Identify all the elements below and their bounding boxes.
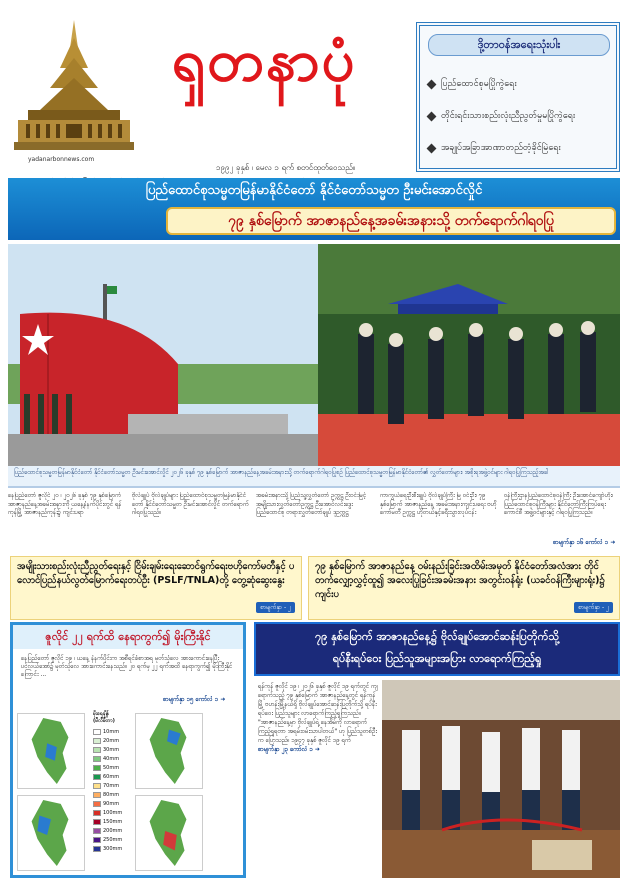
legend-label: 300mm <box>103 845 123 852</box>
diamond-bullet-icon <box>427 112 437 122</box>
legend-label: 100mm <box>103 809 123 816</box>
slogan-item <box>428 78 616 91</box>
lead-column: နေပြည်တော် ဇူလိုင် ၂၀ ၊ ၂၀၂၆ ခုနှစ် ၇၉ နှစ်မြောက် အာဇာနည်နေ့အခမ်းအနားကို ယနေ့နံနက်ပိုင်းတွင် ရန်ကုန်မြို့ အာဇာနည်ကုန်း၌ ကျင်းပရာ <box>8 492 122 516</box>
legend-label: 30mm <box>103 746 120 753</box>
slogans-box <box>416 22 620 172</box>
teaser-story[interactable] <box>10 556 302 620</box>
lead-column: ဗိုလ်ချုပ် ဗိုလ်ချုပ်များ ပြည်ထောင်စုသမ္မတမြန်မာနိုင်ငံတော် နိုင်ငံတော်သမ္မတ ဦးမင်းအောင်လှိုင် တက်ရောက်ဂါရဝပြုသည်။ <box>132 492 249 516</box>
legend-swatch <box>93 747 101 753</box>
legend-label: 90mm <box>103 800 120 807</box>
legend-item <box>93 781 131 790</box>
weather-body: နေပြည်တော် ဇူလိုင် ၁၉ ၊ ယနေ့ နံနက်ပိုင်းက အစီရင်ခံစာအရ မုတ်သုံလေ အားကောင်းနေပြီး ပင်လယ်အော်၌ မုတ်သုံလေ အားကောင်းနေသည်။ ၂၀ ရက်မှ ၂၂ ရက်အထိ နေရာကွက်၍ မိုးကြီးနိုင်ကြောင်း ... <box>21 655 233 678</box>
weather-heading: ဇူလိုင် ၂၂ ရက်ထိ နေရာကွက်၍ မိုးကြီးနိုင် <box>13 625 243 649</box>
museum-story-text: ရန်ကုန် ဇူလိုင် ၁၉ ၊ ၂၀၂၆ ခုနှစ် ဇူလိုင် ၁၉ ရက်တွင် ကျရောက်သည့် ၇၉ နှစ်မြောက် အာဇာနည်နေ့တွင် ရန်ကုန်မြို့ ဗဟန်းမြို့နယ်ရှိ ဗိုလ်ချုပ်အောင်ဆန်းပြတိုက်သို့ ရပ်နီးရပ်ဝေး ပြည်သူများ လာရောက်ကြည့်ရှုကြသည်။ "အာဇာနည်နေ့မှာ ဗိုလ်ချုပ်ရဲ့ နေအိမ်ကို လာရောက်ကြည့်ရှုရတာ အရမ်းဝမ်းသာပါတယ်" ဟု ပြည်သူတစ်ဦးက ပြောသည်။ ၁၉၄၇ ခုနှစ် ဇူလိုင် ၁၉ ရက် <box>258 683 378 744</box>
lead-body <box>8 492 620 554</box>
legend-swatch <box>93 738 101 744</box>
rainfall-map <box>17 795 85 871</box>
teaser-story[interactable] <box>308 556 620 620</box>
slogan-text: အချုပ်အခြာအာဏာတည်တံ့ခိုင်မြဲရေး <box>441 143 561 153</box>
rainfall-legend <box>93 711 131 871</box>
legend-swatch <box>93 846 101 852</box>
lead-continued[interactable]: စာမျက်နှာ ၁၆ ကော်လံ ၁ ➜ <box>553 539 616 546</box>
legend-swatch <box>93 801 101 807</box>
museum-story-subtitle: ရပ်နီးရပ်ဝေး ပြည်သူအများအပြား လာရောက်ကြည့်ရှု <box>332 652 542 665</box>
newspaper-title: ၡတနာပုံ <box>172 26 357 94</box>
rainfall-maps <box>17 709 243 875</box>
rainfall-map <box>17 713 85 789</box>
weather-story <box>10 622 246 878</box>
legend-label: 60mm <box>103 773 120 780</box>
website-url[interactable]: yadanarbonnews.com <box>28 156 95 163</box>
legend-label: 150mm <box>103 818 123 825</box>
legend-item <box>93 844 131 853</box>
legend-swatch <box>93 756 101 762</box>
legend-item <box>93 736 131 745</box>
museum-story-continued[interactable]: စာမျက်နှာ ၂၃ ကော်လံ ၁ ➜ <box>258 746 320 753</box>
legend-swatch <box>93 765 101 771</box>
legend-item <box>93 817 131 826</box>
diamond-bullet-icon <box>427 144 437 154</box>
diamond-bullet-icon <box>427 80 437 90</box>
slogan-text: ပြည်ထောင်စုမပြိုကွဲရေး <box>441 79 517 89</box>
lead-headline[interactable]: ၇၉ နှစ်မြောက် အာဇာနည်နေ့အခမ်းအနားသို့ တက်ရောက်ဂါရဝပြု <box>166 207 616 235</box>
legend-item <box>93 826 131 835</box>
rainfall-map <box>135 795 203 871</box>
ceremony-photo <box>318 244 620 466</box>
lead-column: အခမ်းအနားသို့ ပြည်သူ့လွှတ်တော် ဥက္ကဋ္ဌ ဦးဝင်းမြင့် အမျိုးသားလွှတ်တော်ဥက္ကဋ္ဌ ဦးအောင်လင်းဒွေး ပြည်ထောင်စု တရားလွှတ်တော်ချုပ် ဒုဥက္ကဋ္ဌ <box>256 492 367 516</box>
teaser-text: ၇၉ နှစ်မြောက် အာဇာနည်နေ့ ဝမ်းနည်းခြင်းအထိမ်းအမှတ် နိုင်ငံတော်အလံအား တိုင်တက်လျှော့လွှင့်ထူ၍ အလေးပြုခြင်းအခမ်းအနား အတွင်းဝန်ရုံး (ယခင်ဝန်ကြီးများရုံး)၌ ကျင်းပ <box>315 561 605 600</box>
legend-swatch <box>93 774 101 780</box>
museum-story-body <box>258 682 378 878</box>
legend-item <box>93 763 131 772</box>
page-reference[interactable]: စာမျက်နှာ - ၂ <box>256 602 295 613</box>
legend-item <box>93 799 131 808</box>
legend-label: 40mm <box>103 755 120 762</box>
museum-story-header[interactable] <box>254 622 620 676</box>
legend-title: မိုးရေချိန် (မီလီမီတာ) <box>93 711 115 724</box>
palace-logo <box>14 18 134 158</box>
slogan-text: တိုင်းရင်းသားစည်းလုံးညီညွတ်မှုမပြိုကွဲရေး <box>441 111 576 121</box>
legend-item <box>93 745 131 754</box>
museum-story <box>254 622 620 878</box>
teaser-text: အမျိုးသားစည်းလုံးညီညွတ်ရေးနှင့် ငြိမ်းချမ်းရေးဆောင်ရွက်ရေးဗဟိုကော်မတီနှင့် ပလောင်ပြည်နယ်လွတ်မြောက်ရေးတပ်ဦး (PSLF/TNLA)တို့ တွေ့ဆုံဆွေးနွေး <box>17 561 295 586</box>
legend-swatch <box>93 819 101 825</box>
lead-kicker: ပြည်ထောင်စုသမ္မတမြန်မာနိုင်ငံတော် နိုင်ငံတော်သမ္မတ ဦးမင်းအောင်လှိုင် <box>145 183 483 198</box>
weather-continued[interactable]: စာမျက်နှာ ၁၅ ကော်လံ ၁ ➜ <box>163 696 226 703</box>
legend-label: 20mm <box>103 737 120 744</box>
legend-label: 250mm <box>103 836 123 843</box>
legend-item <box>93 790 131 799</box>
legend-item <box>93 772 131 781</box>
legend-item <box>93 808 131 817</box>
slogan-item <box>428 110 616 123</box>
lead-column: ကာကွယ်ရေးဦးစီးချုပ် ဗိုလ်ချုပ်ကြီး မြ ဝင်းဦး၊ ၇၉ နှစ်မြောက် အာဇာနည်နေ့ အခမ်းအနားကျင်းပရေး ဗဟိုကော်မတီ ဥက္ကဋ္ဌ ဟိုတယ်နှင့်ခရီးသွားလုပ်ငန်း <box>380 492 497 516</box>
legend-swatch <box>93 783 101 789</box>
legend-swatch <box>93 810 101 816</box>
slogans-heading: ဒို့တာဝန်အရေးသုံးပါး <box>428 34 610 56</box>
museum-visitors-photo <box>382 680 620 878</box>
legend-label: 50mm <box>103 764 120 771</box>
photo-caption: ပြည်ထောင်စုသမ္မတမြန်မာနိုင်ငံတော် နိုင်ငံတော်သမ္မတ ဦးမင်းအောင်လှိုင် ၂၀၂၆ ခုနှစ် ၇၉ နှစ်မြောက် အာဇာနည်နေ့အခမ်းအနားသို့ တက်ရောက်ဂါရဝပြုစဉ် ပြည်ထောင်စုသမ္မတမြန်မာနိုင်ငံတော်၏ လွှတ်တော်များ၊ အစိုးရအဖွဲ့ဝင်များ ဂါရဝပြုကြသည့်အခါ <box>8 466 620 488</box>
legend-swatch <box>93 837 101 843</box>
lead-column: ဝန်ကြီးဌာနပြည်ထောင်စုဝန်ကြီး ဦးအောင်ကျော်ဟိုး၊ ပြည်ထောင်စုဝန်ကြီးများ နိုင်ငံတော်ကြီးကြပ်ရေးကောင်စီ အဖွဲ့ဝင်များနှင့် ဂါရဝပြုကြသည်။ <box>504 492 614 516</box>
memorial-photo <box>8 244 318 466</box>
lead-headline-band <box>8 178 620 240</box>
founded-line: ၁၉၉၂ ခုနှစ် ၊ မေလ ၁ ရက် စတင်ထုတ်ဝေသည်။ <box>216 163 356 172</box>
legend-item <box>93 835 131 844</box>
masthead <box>8 10 416 180</box>
legend-items <box>93 727 131 853</box>
legend-label: 70mm <box>103 782 120 789</box>
legend-swatch <box>93 792 101 798</box>
legend-item <box>93 727 131 736</box>
legend-item <box>93 754 131 763</box>
legend-label: 10mm <box>103 728 120 735</box>
page-reference[interactable]: စာမျက်နှာ - ၂ <box>574 602 613 613</box>
museum-story-title: ၇၉ နှစ်မြောက် အာဇာနည်နေ့၌ ဗိုလ်ချုပ်အောင်ဆန်းပြတိုက်သို့ <box>315 630 559 643</box>
rainfall-map <box>135 713 203 789</box>
legend-label: 80mm <box>103 791 120 798</box>
legend-swatch <box>93 729 101 735</box>
slogan-item <box>428 142 616 155</box>
legend-swatch <box>93 828 101 834</box>
legend-label: 200mm <box>103 827 123 834</box>
